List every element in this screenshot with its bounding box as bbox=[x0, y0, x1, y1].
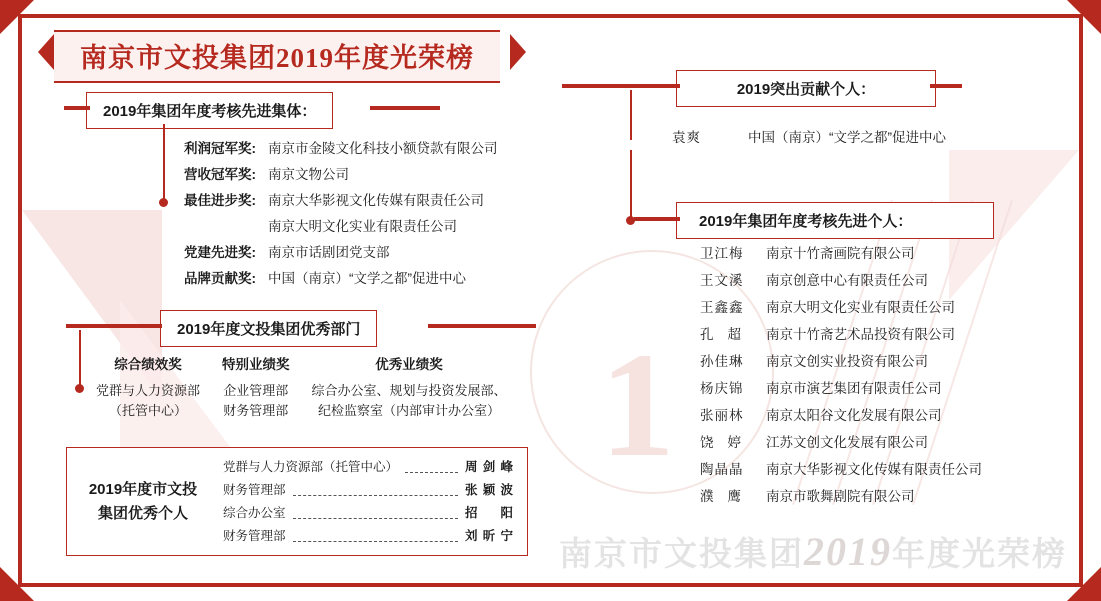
advanced-collective-list bbox=[184, 136, 498, 292]
section-advanced-individual-header bbox=[676, 202, 994, 239]
excellent-individual-entries bbox=[219, 448, 527, 556]
award-value: 南京市话剧团党支部 bbox=[268, 245, 390, 260]
excellent-department-rule-left bbox=[66, 324, 162, 328]
person-name: 孙佳琳 bbox=[700, 354, 744, 369]
excellent-individual-box bbox=[66, 447, 528, 556]
department-column bbox=[96, 355, 200, 421]
department-column bbox=[222, 355, 290, 421]
corner-bottom-left-decoration bbox=[0, 567, 34, 601]
advanced-collective-rule-right bbox=[370, 106, 440, 110]
section-outstanding-contribution-header bbox=[676, 70, 936, 107]
advanced-individual-connector-dot bbox=[626, 216, 635, 225]
watermark-prefix: 南京市文投集团 bbox=[559, 535, 804, 572]
award-label: 最佳进步奖: bbox=[184, 193, 256, 208]
advanced-individual-heading: 2019年集团年度考核先进个人： bbox=[676, 202, 994, 239]
person-org: 南京大华影视文化传媒有限责任公司 bbox=[766, 462, 982, 477]
department-award-title: 优秀业绩奖 bbox=[375, 357, 443, 372]
award-label: 品牌贡献奖: bbox=[184, 271, 256, 286]
excellent-individual-dept: 综合办公室 bbox=[223, 505, 286, 520]
ribbon-left-tail-icon bbox=[38, 34, 54, 70]
advanced-collective-rule-left bbox=[64, 106, 90, 110]
person-name: 卫江梅 bbox=[700, 246, 744, 261]
outstanding-contribution-connector-line bbox=[630, 90, 632, 140]
award-value: 中国（南京）“文学之都”促进中心 bbox=[268, 271, 466, 286]
excellent-individual-row bbox=[223, 456, 513, 479]
section-excellent-department-header bbox=[160, 310, 377, 347]
ribbon-right-tail-icon bbox=[510, 34, 526, 70]
advanced-collective-heading: 2019年集团年度考核先进集体： bbox=[86, 92, 333, 129]
frame-bottom-rule bbox=[18, 583, 1083, 587]
person-row bbox=[672, 124, 946, 151]
person-row bbox=[700, 348, 982, 375]
excellent-individual-name: 招阳 bbox=[465, 505, 513, 520]
person-name: 饶婷 bbox=[700, 435, 755, 450]
person-row bbox=[700, 321, 982, 348]
person-org: 南京太阳谷文化发展有限公司 bbox=[766, 408, 942, 423]
person-name: 陶晶晶 bbox=[700, 462, 744, 477]
person-row bbox=[700, 240, 982, 267]
person-org: 南京大明文化实业有限责任公司 bbox=[766, 300, 955, 315]
watermark-year: 2019 bbox=[804, 529, 892, 574]
person-org: 南京十竹斋画院有限公司 bbox=[766, 246, 915, 261]
person-org: 南京市歌舞剧院有限公司 bbox=[766, 489, 915, 504]
excellent-department-rule-right bbox=[428, 324, 536, 328]
excellent-individual-name: 张颖波 bbox=[465, 482, 513, 497]
person-row bbox=[700, 267, 982, 294]
outstanding-contribution-heading: 2019突出贡献个人： bbox=[676, 70, 936, 107]
advanced-individual-list bbox=[700, 240, 982, 510]
section-advanced-collective-header bbox=[86, 92, 333, 129]
excellent-individual-row bbox=[223, 525, 513, 548]
person-org: 中国（南京）“文学之都”促进中心 bbox=[748, 130, 946, 145]
excellent-individual-dept: 党群与人力资源部（托管中心） bbox=[223, 459, 399, 474]
person-name: 杨庆锦 bbox=[700, 381, 744, 396]
person-org: 南京十竹斋艺术品投资有限公司 bbox=[766, 327, 955, 342]
award-row bbox=[184, 266, 498, 292]
dotted-leader bbox=[293, 508, 458, 519]
advanced-individual-rule-left bbox=[634, 217, 680, 221]
excellent-individual-dept: 财务管理部 bbox=[223, 482, 286, 497]
person-org: 南京创意中心有限责任公司 bbox=[766, 273, 928, 288]
person-row bbox=[700, 402, 982, 429]
excellent-department-connector-line bbox=[79, 330, 81, 388]
excellent-individual-dept: 财务管理部 bbox=[223, 528, 286, 543]
person-name: 王文溪 bbox=[700, 273, 744, 288]
award-label: 利润冠军奖: bbox=[184, 141, 256, 156]
excellent-individual-name: 刘昕宁 bbox=[465, 528, 513, 543]
excellent-individual-row bbox=[223, 502, 513, 525]
person-org: 南京市演艺集团有限责任公司 bbox=[766, 381, 942, 396]
excellent-department-heading: 2019年度文投集团优秀部门 bbox=[160, 310, 377, 347]
person-name: 袁爽 bbox=[672, 130, 701, 145]
award-row bbox=[184, 188, 498, 214]
watermark-suffix: 年度光荣榜 bbox=[892, 535, 1067, 572]
frame-right-rule bbox=[1079, 14, 1083, 587]
corner-bottom-right-decoration bbox=[1067, 567, 1101, 601]
award-row bbox=[184, 136, 498, 162]
person-name: 张丽林 bbox=[700, 408, 744, 423]
excellent-department-connector-dot bbox=[75, 384, 84, 393]
person-row bbox=[700, 294, 982, 321]
excellent-individual-row bbox=[223, 479, 513, 502]
footer-watermark bbox=[559, 528, 1067, 575]
department-award-body: 党群与人力资源部 （托管中心） bbox=[96, 383, 201, 418]
person-row bbox=[700, 483, 982, 510]
excellent-individual-name: 周剑峰 bbox=[465, 459, 513, 474]
dotted-leader bbox=[293, 485, 458, 496]
outstanding-contribution-rule-left bbox=[562, 84, 680, 88]
excellent-individual-box-title: 2019年度市文投 集团优秀个人 bbox=[88, 480, 198, 522]
dotted-leader bbox=[293, 531, 458, 542]
person-org: 江苏文创文化发展有限公司 bbox=[766, 435, 928, 450]
advanced-individual-connector-line bbox=[630, 150, 632, 222]
person-row bbox=[700, 456, 982, 483]
poster-title-banner bbox=[38, 30, 538, 80]
department-award-title: 综合绩效奖 bbox=[114, 357, 182, 372]
department-award-body: 综合办公室、规划与投资发展部、 纪检监察室（内部审计办公室） bbox=[311, 383, 507, 418]
corner-top-right-decoration bbox=[1067, 0, 1101, 34]
dotted-leader bbox=[405, 462, 458, 473]
person-name: 濮鹰 bbox=[700, 489, 755, 504]
person-row bbox=[700, 429, 982, 456]
outstanding-contribution-list bbox=[672, 124, 946, 151]
award-value: 南京文物公司 bbox=[268, 167, 349, 182]
page-title: 南京市文投集团2019年度光荣榜 bbox=[80, 43, 474, 73]
advanced-collective-connector-line bbox=[163, 124, 165, 202]
award-value: 南京大华影视文化传媒有限责任公司 bbox=[268, 193, 484, 208]
department-column bbox=[312, 355, 507, 421]
excellent-department-columns bbox=[96, 355, 507, 421]
award-value: 南京市金陵文化科技小额贷款有限公司 bbox=[268, 141, 498, 156]
corner-top-left-decoration bbox=[0, 0, 34, 34]
person-row bbox=[700, 375, 982, 402]
award-row bbox=[184, 162, 498, 188]
advanced-collective-connector-dot bbox=[159, 198, 168, 207]
frame-top-rule bbox=[18, 14, 1083, 18]
outstanding-contribution-rule-right bbox=[930, 84, 962, 88]
award-label: 党建先进奖: bbox=[184, 245, 256, 260]
background-number-one: 1 bbox=[600, 322, 675, 488]
award-label: 营收冠军奖: bbox=[184, 167, 256, 182]
poster-title-box bbox=[54, 30, 500, 83]
department-award-title: 特别业绩奖 bbox=[222, 357, 290, 372]
person-name: 王鑫鑫 bbox=[700, 300, 744, 315]
person-org: 南京文创实业投资有限公司 bbox=[766, 354, 928, 369]
award-value-secondary: 南京大明文化实业有限责任公司 bbox=[268, 219, 457, 234]
award-row bbox=[184, 240, 498, 266]
person-name: 孔超 bbox=[700, 327, 755, 342]
department-award-body: 企业管理部 财务管理部 bbox=[223, 383, 289, 418]
